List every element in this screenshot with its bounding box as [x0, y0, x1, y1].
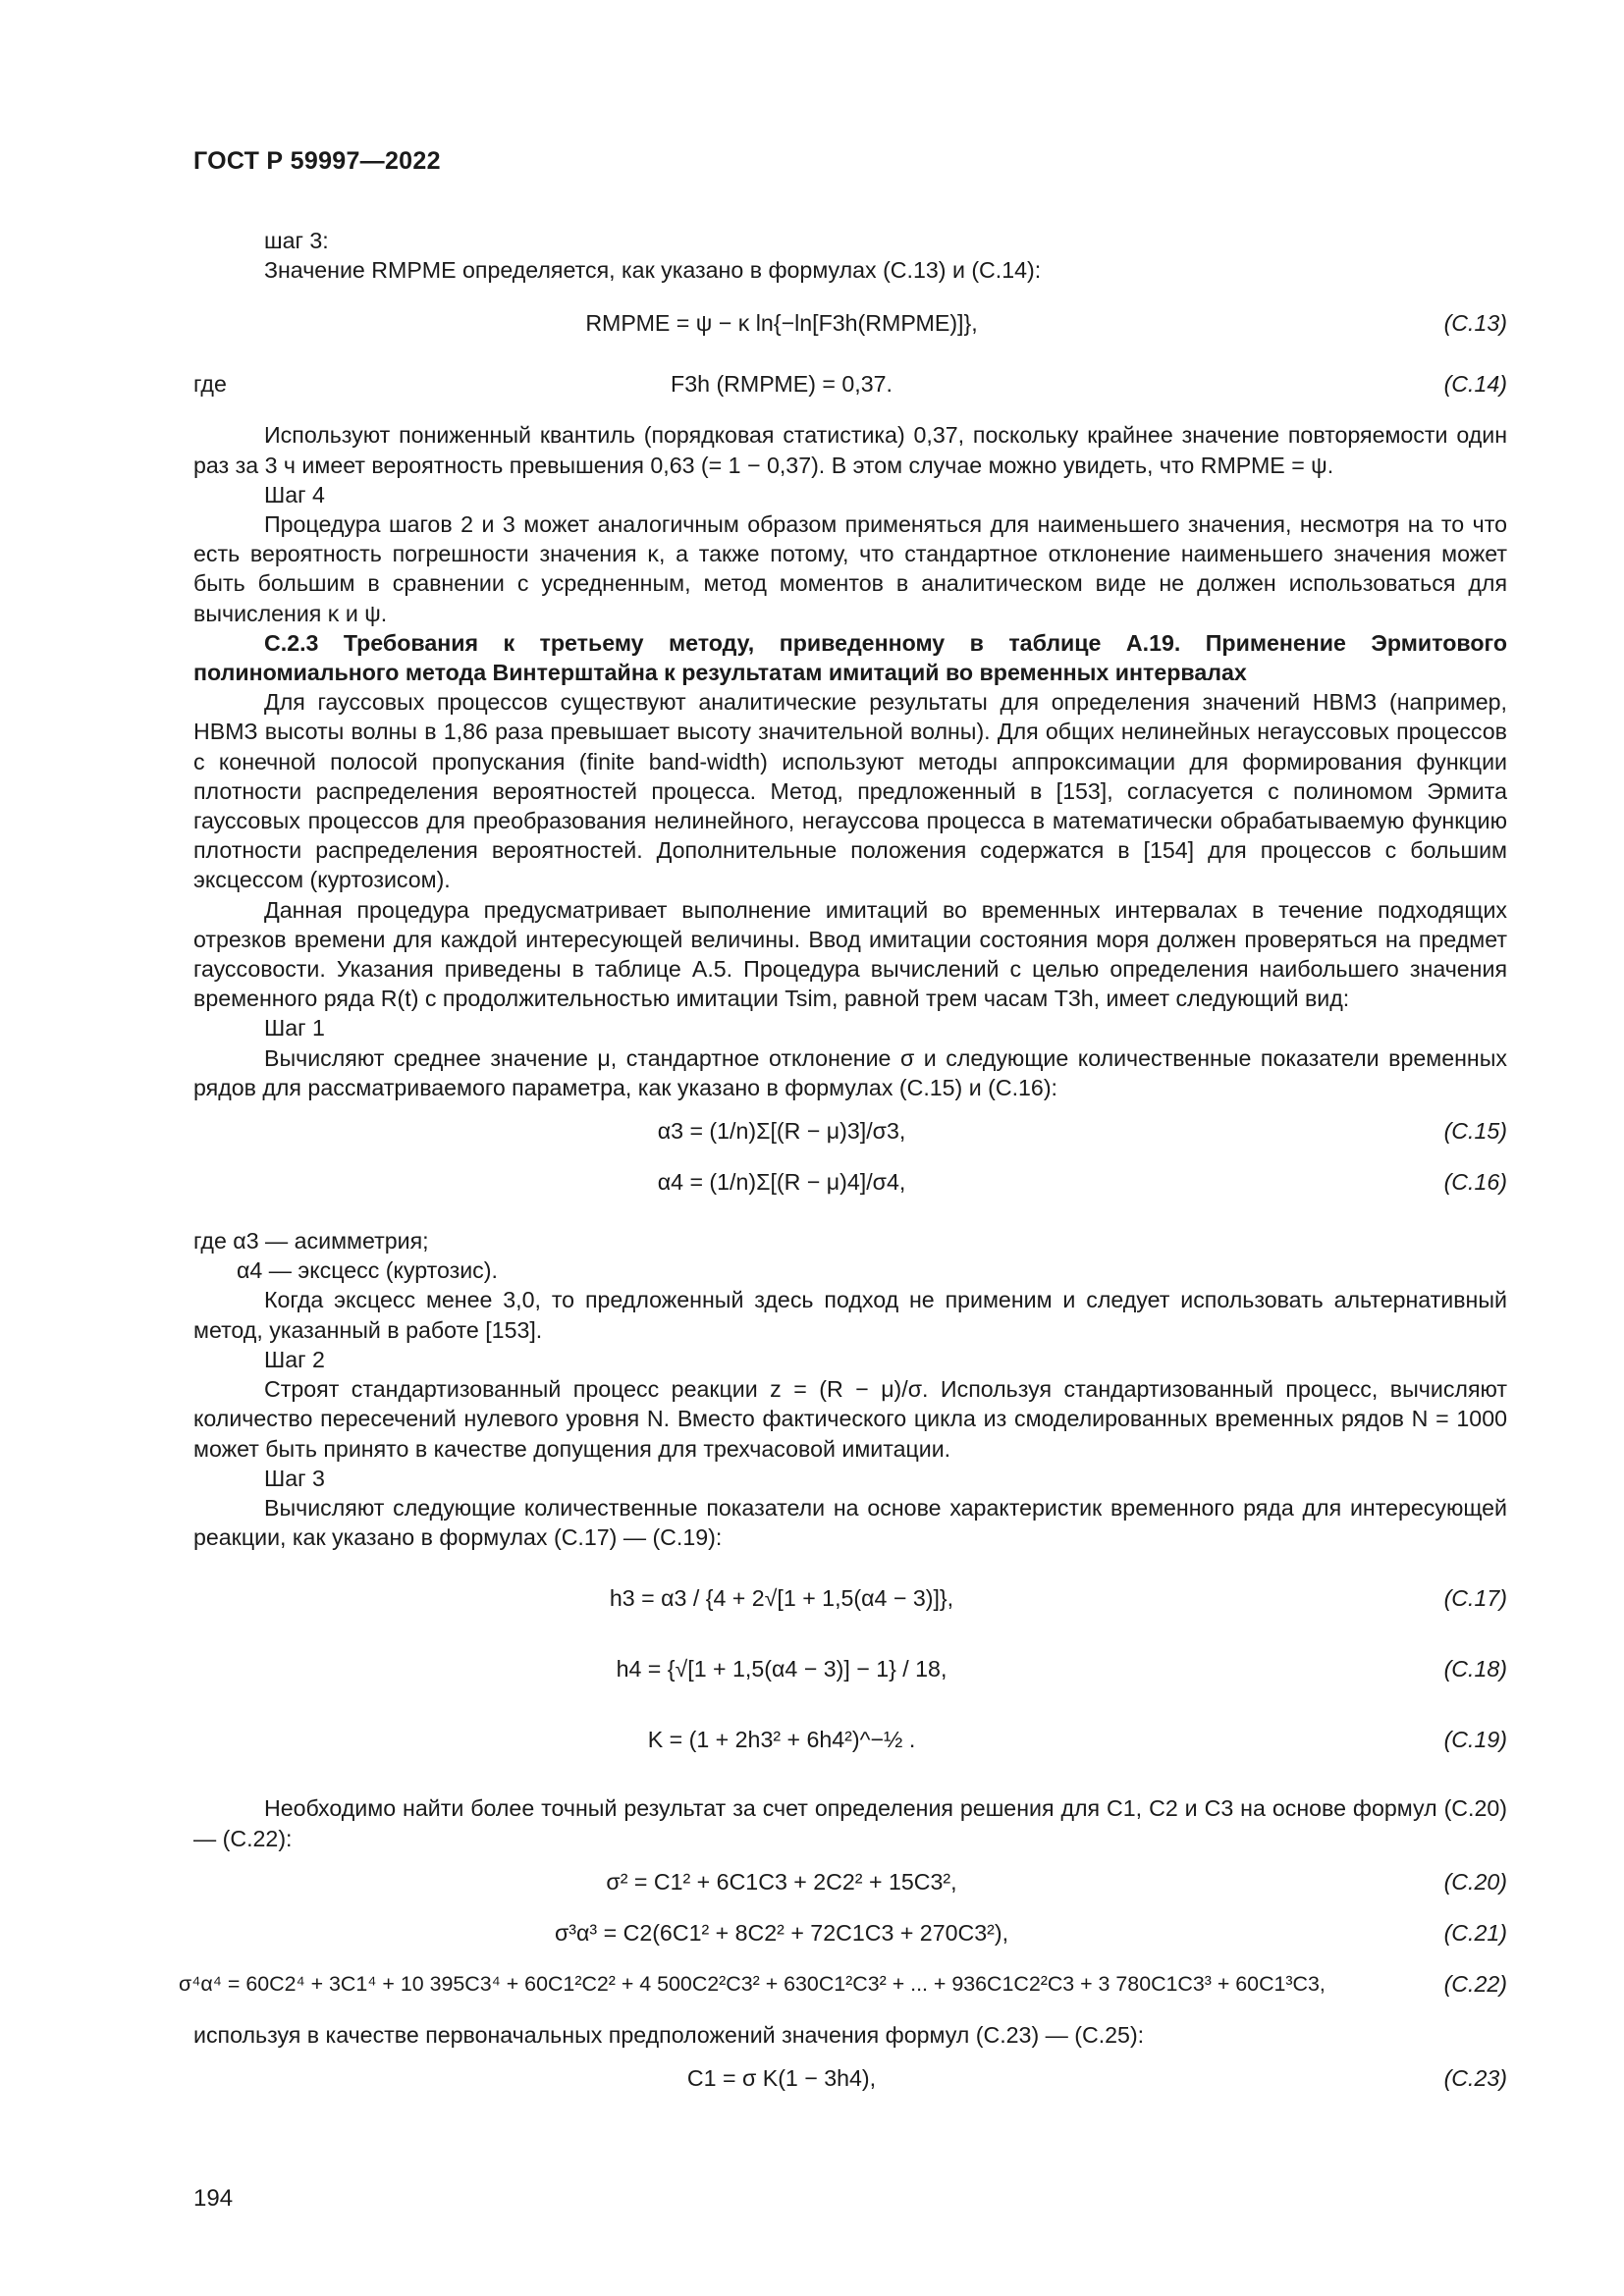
equation-c18-formula: h4 = {√[1 + 1,5(α4 − 3)] − 1} / 18,	[616, 1656, 947, 1682]
definition-alpha3: где α3 — асимметрия;	[193, 1228, 429, 1255]
paragraph-initial-assumptions: используя в качестве первоначальных предположений значения формул (С.23) — (С.25):	[193, 2021, 1145, 2048]
section-heading-c23: С.2.3 Требования к третьему методу, приведенному в таблице А.19. Применение Эрмитового полиномиального метода Винтерштайна к результатам имитаций во временных интервалах	[193, 629, 1507, 686]
equation-c17	[193, 1574, 1507, 1623]
equation-c13-number: (С.13)	[1443, 310, 1507, 337]
equation-c15-number: (С.15)	[1443, 1118, 1507, 1145]
paragraph-step1-text: Вычисляют среднее значение μ, стандартное отклонение σ и следующие количественные показатели временных рядов для рассматриваемого параметра, как указано в формулах (С.15) и (С.16):	[193, 1044, 1507, 1100]
equation-c15	[193, 1116, 1507, 1146]
equation-c20-formula: σ² = C1² + 6C1C3 + 2C2² + 15C3²,	[606, 1868, 957, 1895]
page-number: 194	[193, 2185, 234, 2212]
paragraph-step1-label: Шаг 1	[264, 1015, 325, 1041]
paragraph-step4-text: Процедура шагов 2 и 3 может аналогичным образом применяться для наименьшего значения, несмотря на то что есть вероятность погрешности значения κ, а также потому, что стандартное отклонение наименьшего значения может быть большим в сравнении с усредненным, метод моментов в аналитическом виде не должен использоваться для вычисления κ и ψ.	[193, 511, 1507, 626]
equation-c16	[193, 1167, 1507, 1197]
equation-c13	[193, 298, 1507, 347]
equation-c18-number: (С.18)	[1443, 1656, 1507, 1682]
equation-c21-formula: σ³α³ = C2(6C1² + 8C2² + 72C1C3 + 270C3²),	[554, 1919, 1009, 1946]
equation-c14-formula: F3h (RМРМЕ) = 0,37.	[671, 371, 893, 398]
equation-c23-formula: C1 = σ K(1 − 3h4),	[686, 2064, 877, 2091]
paragraph-procedure: Данная процедура предусматривает выполнение имитаций во временных интервалах в течение подходящих отрезков времени для каждой интересующей величины. Ввод имитации состояния моря должен проверяться на предмет гауссовости. Указания приведены в таблице А.5. Процедура вычислений с целью определения наибольшего значения временного ряда R(t) с продолжительностью имитации Tsim, равной трем часам T3h, имеет следующий вид:	[193, 896, 1507, 1012]
paragraph-step3b-text: Вычисляют следующие количественные показатели на основе характеристик временного ряда для интересующей реакции, как указано в формулах (С.17) — (С.19):	[193, 1494, 1507, 1551]
equation-c20-number: (С.20)	[1443, 1868, 1507, 1895]
equation-c22-formula: σ⁴α⁴ = 60C2⁴ + 3C1⁴ + 10 395C3⁴ + 60C1²C2² + 4 500C2²C3² + 630C1²C3² + ... + 936C1C2²C3 + 3 780C1C3³ + 60C1³C3,	[179, 1971, 1326, 1996]
paragraph-step3-label: шаг 3:	[264, 228, 329, 253]
equation-c13-formula: RМРМЕ = ψ − κ ln{−ln[F3h(RМРМЕ)]},	[585, 310, 978, 337]
paragraph-step2-text: Строят стандартизованный процесс реакции z = (R − μ)/σ. Используя стандартизованный процесс, вычисляют количество пересечений нулевого уровня N. Вместо фактического цикла из смоделированных временных рядов N = 1000 может быть принято в качестве допущения для трехчасовой имитации.	[193, 1376, 1507, 1462]
equation-c16-formula: α4 = (1/n)Σ[(R − μ)4]/σ4,	[657, 1169, 906, 1196]
paragraph-rmpme-intro: Значение RMPME определяется, как указано в формулах (С.13) и (С.14):	[264, 257, 1042, 284]
equation-c23-number: (С.23)	[1443, 2064, 1507, 2091]
paragraph-step3b-label: Шаг 3	[264, 1465, 325, 1491]
definition-alpha4: α4 — эксцесс (куртозис).	[237, 1257, 498, 1284]
equation-c19-number: (С.19)	[1443, 1727, 1507, 1753]
equation-c20	[193, 1867, 1507, 1896]
equation-c19-formula: K = (1 + 2h3² + 6h4²)^−½ .	[647, 1727, 916, 1753]
paragraph-step4-label: Шаг 4	[264, 481, 325, 507]
paragraph-step2-label: Шаг 2	[264, 1346, 325, 1372]
equation-c22-number: (С.22)	[1443, 1970, 1507, 1997]
paragraph-kurtosis-note: Когда эксцесс менее 3,0, то предложенный здесь подход не применим и следует использовать альтернативный метод, указанный в работе [153].	[193, 1287, 1507, 1343]
equation-c14-lead: где	[193, 371, 227, 398]
equation-c17-number: (С.17)	[1443, 1585, 1507, 1612]
page-header: ГОСТ Р 59997—2022	[193, 147, 441, 175]
equation-c16-number: (С.16)	[1443, 1169, 1507, 1196]
document-body	[179, 226, 1507, 2093]
equation-c17-formula: h3 = α3 / {4 + 2√[1 + 1,5(α4 − 3)]},	[609, 1585, 954, 1612]
equation-c15-formula: α3 = (1/n)Σ[(R − μ)3]/σ3,	[657, 1118, 906, 1145]
equation-c19	[193, 1715, 1507, 1764]
equation-c22	[179, 1969, 1507, 1999]
equation-c21-number: (С.21)	[1443, 1919, 1507, 1946]
paragraph-quantile: Используют пониженный квантиль (порядковая статистика) 0,37, поскольку крайнее значение повторяемости один раз за 3 ч имеет вероятность превышения 0,63 (= 1 − 0,37). В этом случае можно увидеть, что RМРМЕ = ψ.	[193, 422, 1507, 478]
paragraph-gaussian: Для гауссовых процессов существуют аналитические результаты для определения значений НВМЗ (например, НВМЗ высоты волны в 1,86 раза превышает высоту значительной волны). Для общих нелинейных негауссовых процессов с конечной полосой пропускания (finite band-width) используют методы аппроксимации для формирования функции плотности распределения вероятностей процесса. Метод, предложенный в [153], согласуется с полиномом Эрмита гауссовых процессов для преобразования нелинейного, негауссова процесса в математически обрабатываемую функцию плотности распределения вероятностей. Дополнительные положения содержатся в [154] для процессов с большим эксцессом (куртозисом).	[193, 689, 1507, 893]
equation-c18	[193, 1644, 1507, 1693]
equation-c14	[193, 369, 1507, 399]
paragraph-refine: Необходимо найти более точный результат за счет определения решения для C1, C2 и C3 на основе формул (С.20) — (С.22):	[193, 1795, 1507, 1851]
equation-c21	[193, 1918, 1507, 1948]
equation-c14-number: (С.14)	[1443, 371, 1507, 398]
equation-c23	[193, 2063, 1507, 2093]
